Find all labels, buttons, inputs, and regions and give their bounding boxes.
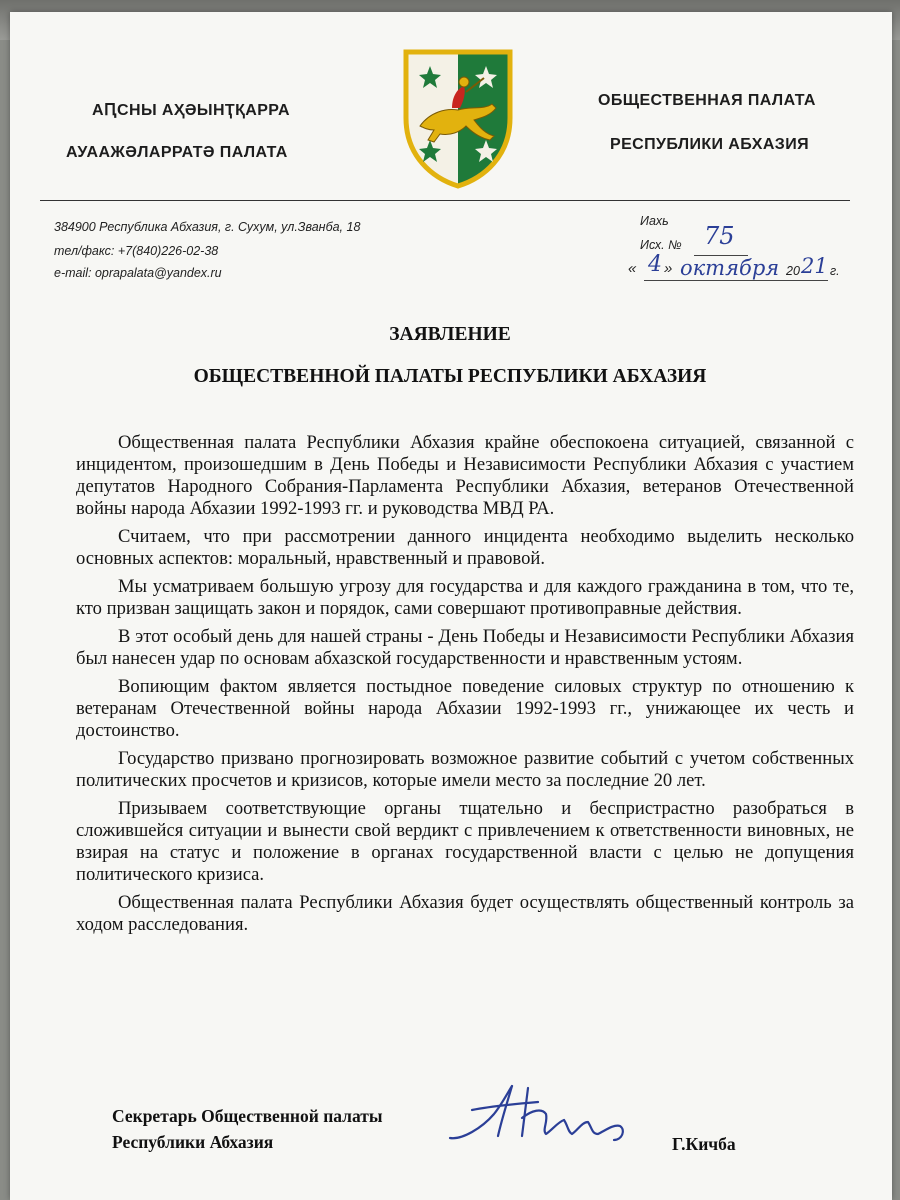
document-subtitle: ОБЩЕСТВЕННОЙ ПАЛАТЫ РЕСПУБЛИКИ АБХАЗИЯ — [193, 366, 707, 387]
paragraph: Вопиющим фактом является постыдное поведение силовых структур по отношению к ветеранам Отечественной войны народа Абхазии 1992-1993 гг., унижающее их честь и достоинство. — [76, 676, 854, 741]
letterhead-right-line1: ОБЩЕСТВЕННАЯ ПАЛАТА — [598, 92, 816, 109]
contact-address: 384900 Республика Абхазия, г. Сухум, ул.Званба, 18 — [54, 220, 361, 234]
reference-outgoing-number: 75 — [704, 222, 735, 250]
reference-outgoing-label: Исх. № — [640, 238, 682, 252]
letterhead-left-line2: АУААЖӘЛАРРАТӘ ПАЛАТА — [66, 144, 288, 161]
reference-date-close-quote: » — [664, 260, 673, 277]
letterhead-left-line1: АԤСНЫ АҲӘЫНҬҚАРРА — [92, 102, 290, 119]
reference-date-open-quote: « — [628, 260, 637, 277]
reference-date-year-unit: г. — [830, 264, 840, 278]
document-title: ЗАЯВЛЕНИЕ — [389, 324, 511, 345]
signatory-position-line2: Республики Абхазия — [112, 1132, 274, 1152]
contact-phone: тел/факс: +7(840)226-02-38 — [54, 244, 219, 258]
statement-body — [76, 432, 854, 942]
signatory-name: Г.Кичба — [672, 1134, 736, 1154]
paragraph: Считаем, что при рассмотрении данного инцидента необходимо выделить несколько основных аспектов: моральный, нравственный и правовой. — [76, 526, 854, 569]
contact-email: e-mail: oprapalata@yandex.ru — [54, 266, 222, 280]
letterhead-divider — [40, 200, 850, 201]
paragraph: Государство призвано прогнозировать возможное развитие событий с учетом собственных политических просчетов и кризисов, которые имели место за последние 20 лет. — [76, 748, 854, 791]
reference-date-month: октября — [680, 256, 780, 280]
reference-date-year-suffix: 21 — [801, 254, 828, 278]
coat-of-arms-emblem — [400, 48, 516, 190]
paragraph: В этот особый день для нашей страны - День Победы и Независимости Республики Абхазия был нанесен удар по основам абхазской государственности и нравственным устоям. — [76, 626, 854, 669]
reference-date-underline — [644, 280, 828, 281]
paragraph: Общественная палата Республики Абхазия крайне обеспокоена ситуацией, связанной с инцидентом, произошедшим в День Победы и Независимости Республики Абхазия с участием депутатов Народного Собрания-Парламента Республики Абхазия, ветеранов Отечественной войны народа Абхазии 1992-1993 гг. и руководства МВД РА. — [76, 432, 854, 519]
handwritten-signature — [442, 1078, 642, 1148]
letterhead-right-line2: РЕСПУБЛИКИ АБХАЗИЯ — [610, 136, 809, 153]
reference-date-day: 4 — [648, 252, 662, 277]
reference-date-year-prefix: 20 — [786, 264, 800, 278]
paragraph: Призываем соответствующие органы тщательно и беспристрастно разобраться в сложившейся ситуации и вынести свой вердикт с привлечением к ответственности виновных, не взирая на статус и положение в органах государственной власти с целью не допущения политического кризиса. — [76, 798, 854, 885]
signatory-position-line1: Секретарь Общественной палаты — [112, 1106, 383, 1126]
paragraph: Общественная палата Республики Абхазия будет осуществлять общественный контроль за ходом расследования. — [76, 892, 854, 935]
paragraph: Мы усматриваем большую угрозу для государства и для каждого гражданина в том, что те, кто призван защищать закон и порядок, сами совершают противоправные действия. — [76, 576, 854, 619]
reference-iakh-label: Иахь — [640, 214, 669, 228]
